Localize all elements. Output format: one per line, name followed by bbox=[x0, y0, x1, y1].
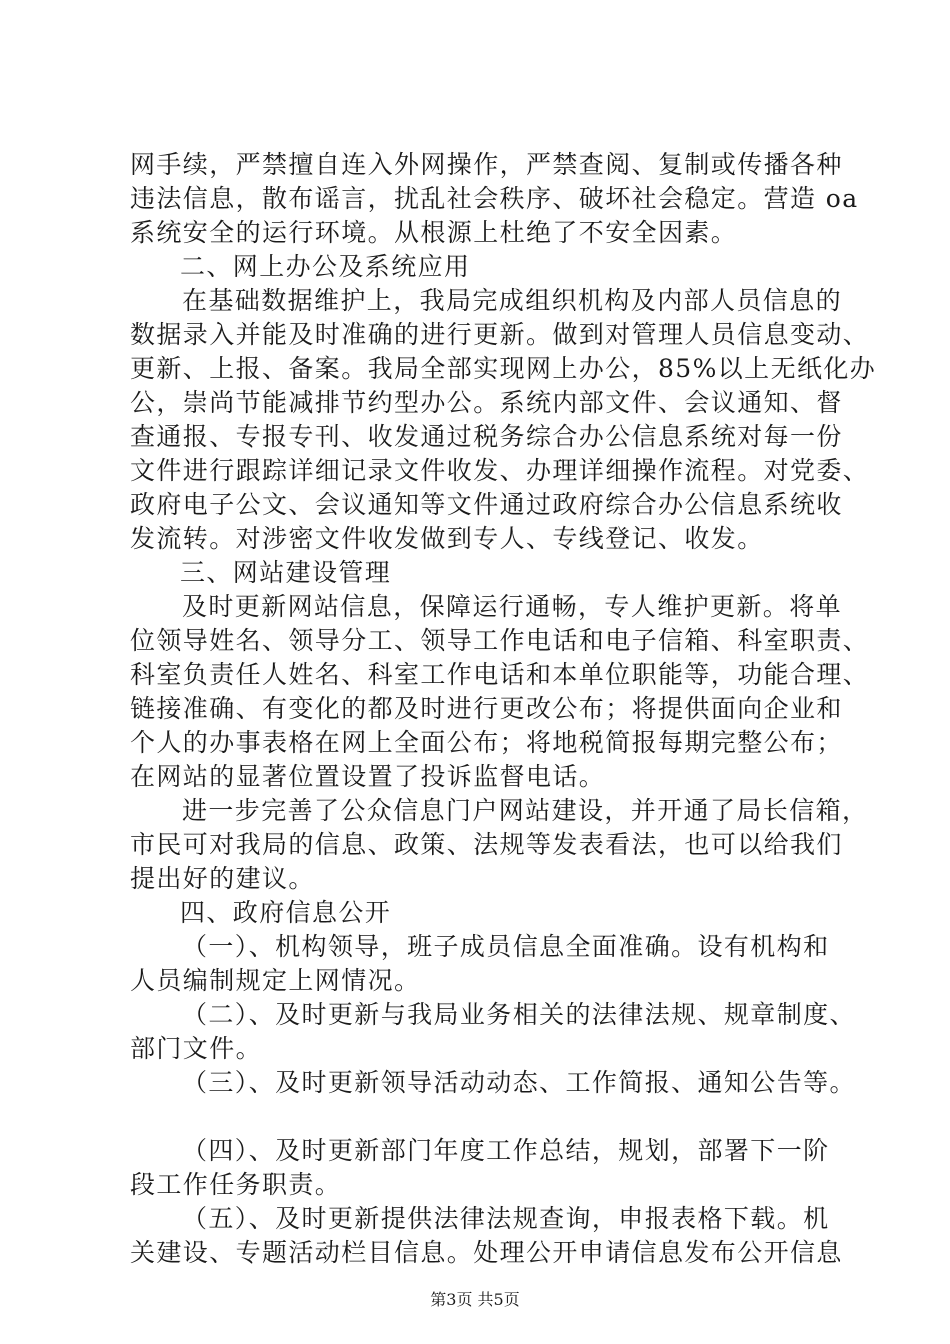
text-line-22: 提出好的建议。 bbox=[130, 864, 315, 893]
text-line-14: 及时更新网站信息，保障运行通畅，专人维护更新。将单 bbox=[182, 592, 843, 621]
text-line-31: （五）、及时更新提供法律法规查询，申报表格下载。机 bbox=[182, 1204, 830, 1233]
text-line-11: 政府电子公文、会议通知等文件通过政府综合办公信息系统收 bbox=[130, 490, 843, 519]
text-line-25: 人员编制规定上网情况。 bbox=[130, 966, 421, 995]
text-line-7: 更新、上报、备案。我局全部实现网上办公，85%以上无纸化办 bbox=[130, 354, 877, 383]
text-line-16: 科室负责任人姓名、科室工作电话和本单位职能等，功能合理、 bbox=[130, 660, 870, 689]
text-line-10: 文件进行跟踪详细记录文件收发、办理详细操作流程。对党委、 bbox=[130, 456, 870, 485]
text-line-27: 部门文件。 bbox=[130, 1034, 263, 1063]
text-line-12: 发流转。对涉密文件收发做到专人、专线登记、收发。 bbox=[130, 524, 764, 553]
text-line-9: 查通报、专报专刊、收发通过税务综合办公信息系统对每一份 bbox=[130, 422, 843, 451]
text-line-28: （三）、及时更新领导活动动态、工作简报、通知公告等。 bbox=[182, 1068, 856, 1097]
text-line-2: 违法信息，散布谣言，扰乱社会秩序、破坏社会稳定。营造 oa bbox=[130, 184, 859, 213]
text-line-19: 在网站的显著位置设置了投诉监督电话。 bbox=[130, 762, 606, 791]
text-line-21: 市民可对我局的信息、政策、法规等发表看法，也可以给我们 bbox=[130, 830, 843, 859]
text-line-32: 关建设、专题活动栏目信息。处理公开申请信息发布公开信息 bbox=[130, 1238, 843, 1267]
text-line-1: 网手续，严禁擅自连入外网操作，严禁查阅、复制或传播各种 bbox=[130, 150, 843, 179]
section-heading-4: 四、政府信息公开 bbox=[180, 898, 392, 927]
text-line-18: 个人的办事表格在网上全面公布；将地税简报每期完整公布； bbox=[130, 728, 843, 757]
text-line-24: （一）、机构领导，班子成员信息全面准确。设有机构和 bbox=[182, 932, 830, 961]
text-line-6: 数据录入并能及时准确的进行更新。做到对管理人员信息变动、 bbox=[130, 320, 870, 349]
section-heading-2: 二、网上办公及系统应用 bbox=[180, 252, 471, 281]
text-line-5: 在基础数据维护上，我局完成组织机构及内部人员信息的 bbox=[182, 286, 843, 315]
text-line-15: 位领导姓名、领导分工、领导工作电话和电子信箱、科室职责、 bbox=[130, 626, 870, 655]
text-line-20: 进一步完善了公众信息门户网站建设，并开通了局长信箱， bbox=[182, 796, 869, 825]
section-heading-3: 三、网站建设管理 bbox=[180, 558, 392, 587]
text-line-30: 段工作任务职责。 bbox=[130, 1170, 342, 1199]
text-line-3: 系统安全的运行环境。从根源上杜绝了不安全因素。 bbox=[130, 218, 738, 247]
text-line-29: （四）、及时更新部门年度工作总结，规划，部署下一阶 bbox=[182, 1136, 830, 1165]
text-line-26: （二）、及时更新与我局业务相关的法律法规、规章制度、 bbox=[182, 1000, 856, 1029]
page-number-footer: 第3页 共5页 bbox=[430, 1290, 520, 1309]
text-line-8: 公，崇尚节能减排节约型办公。系统内部文件、会议通知、督 bbox=[130, 388, 843, 417]
text-line-17: 链接准确、有变化的都及时进行更改公布；将提供面向企业和 bbox=[130, 694, 843, 723]
